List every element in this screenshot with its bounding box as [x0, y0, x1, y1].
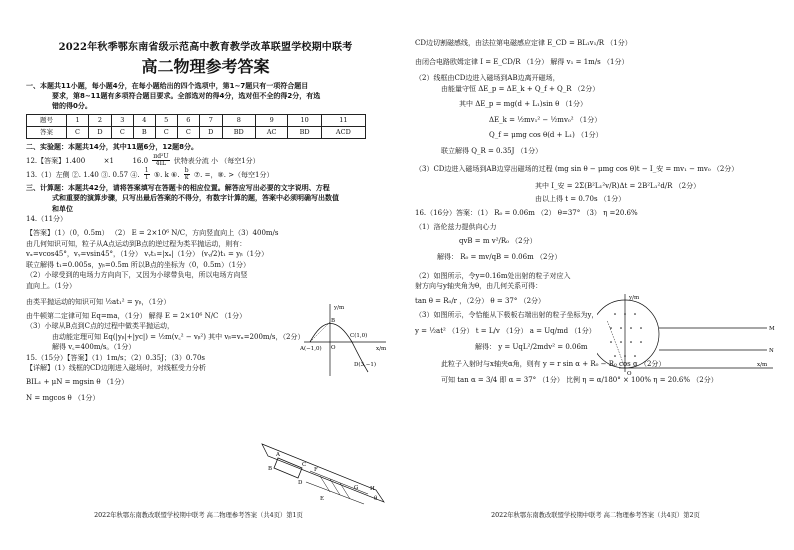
- q13-part-b: ⑤. k ⑥.: [153, 170, 180, 179]
- answer-cell: ACD: [321, 126, 365, 138]
- r-line-20: y = ½at² （1分） t = L/v （1分） a = Uq/md （1分）: [415, 326, 596, 335]
- q16-field-figure: [597, 290, 777, 375]
- answer-table-row-numbers: [27, 114, 366, 126]
- r-line-7: Q_f = μmg cos θ(d + L₁) （1分）: [489, 131, 603, 139]
- q14-line-8: （3）小球从B点到C点的过程中做类平抛运动，: [26, 322, 174, 331]
- fig15-label-a: A: [276, 452, 280, 458]
- q12-label: 12.【答案】1.400: [26, 156, 86, 165]
- q13-frac2-denominator: k: [184, 173, 189, 181]
- fig15-label-e: E: [320, 496, 325, 502]
- point-c-label: C(1,0): [350, 333, 368, 339]
- r-line-22: 此粒子入射时与x轴夹α角，则有 y = r sin α + R₀ − R₀ cos α （2分）: [441, 359, 666, 368]
- answer-cell: D: [89, 126, 112, 138]
- q14-answer: 【答案】（1）（0，0.5m） （2） E = 2×10⁶ N/C，方向竖直向上（3）400m/s: [26, 229, 279, 238]
- r-line-9: （3）CD边进入磁场到AB边穿出磁场的过程 (mg sin θ − μmg cos θ)t − I_安 = mv₁ − mv₀ （2分）: [415, 165, 739, 173]
- q13-frac2-numerator: b: [184, 166, 189, 174]
- question-number-cell: 3: [111, 114, 133, 126]
- plate-n-label: N: [769, 348, 774, 354]
- q12-frac-denominator: 4IL: [155, 160, 166, 168]
- point-b-label: B: [331, 318, 336, 324]
- q14-line-4: （2）小球受到的电场力方向向下，又因为小球带负电，所以电场方向竖: [26, 271, 248, 280]
- origin-label: O: [331, 345, 336, 351]
- origin-label: O: [627, 371, 632, 375]
- answer-table: [26, 114, 366, 139]
- q14-line-2: vₓ=vcos45°，vᵧ=vsin45°，（1分） vᵧt₁=|xₐ|（1分） (vᵧ/2)t₁ = yᵦ（1分）: [26, 250, 269, 259]
- answer-cell: BD: [288, 126, 321, 138]
- fig15-label-g: G: [354, 485, 359, 491]
- answer-cell: C: [177, 126, 199, 138]
- section2-heading: 二、实验题：本题共14分，其中11题6分，12题8分。: [26, 142, 198, 151]
- x-axis-label: x/m: [757, 362, 768, 368]
- r-line-13: （1）洛伦兹力提供向心力: [415, 223, 497, 231]
- velocity-dash: [310, 322, 330, 342]
- q12-formula: [152, 154, 169, 168]
- right-page: [397, 0, 794, 550]
- section3-text2: 式和重要的演算步骤，只写出最后答案的不得分，有数字计算的题，答案中必须明确写出数值: [52, 194, 339, 203]
- plate-m-label: M: [769, 326, 775, 332]
- point-d-label: D(3,−1): [354, 362, 377, 368]
- question-number-cell: 11: [321, 114, 365, 126]
- field-dots: [610, 313, 642, 357]
- answer-cell: B: [133, 126, 155, 138]
- q14-line-6: 由类平抛运动的知识可知 ½at₁² = yᵦ，（1分）: [26, 298, 171, 307]
- q15-line-3: N = mgcos θ （1分）: [26, 394, 100, 403]
- left-page-footer: 2022年秋鄂东南教改联盟学校期中联考 高二物理参考答案（共4页）第1页: [94, 512, 303, 520]
- q14-trajectory-graph: [300, 300, 390, 378]
- answer-cell: BD: [222, 126, 255, 138]
- magnetic-field-circle: [597, 300, 659, 368]
- exam-school-title: 2022年秋季鄂东南省级示范高中教育教学改革联盟学校期中联考: [58, 42, 353, 53]
- q15-answer: 15.（15分）【答案】（1）1m/s；（2）0.35J；（3）0.70s: [26, 353, 206, 362]
- r-line-10: 其中 I_安 = 2Σ(B²L₁²v/R)Δt = 2B²L₁²d/R （2分）: [535, 181, 701, 190]
- fig15-label-d: D: [298, 480, 303, 486]
- question-number-cell: 10: [288, 114, 321, 126]
- q13-formula-1: [144, 168, 150, 182]
- fig15-label-h: H: [370, 486, 375, 492]
- fig15-label-f: F: [314, 467, 318, 473]
- r-line-2: 由闭合电路欧姆定律 I = E_CD/R （1分） 解得 v₁ = 1m/s （1分）: [415, 57, 629, 66]
- question-number-cell: 7: [199, 114, 222, 126]
- r-line-11: 由以上得 t = 0.70s （1分）: [535, 195, 626, 203]
- x-axis-label: x/m: [376, 346, 387, 352]
- q12-frac-numerator: πd²U: [153, 153, 169, 161]
- point-a-label: A(−1,0): [300, 346, 322, 352]
- q15-line-2: BIL₁ + μN = mgsin θ （1分）: [26, 377, 129, 386]
- table-header-cell: 答案: [27, 126, 67, 138]
- r-line-8: 联立解得 Q_R = 0.35J （1分）: [441, 146, 543, 155]
- question-number-cell: 9: [255, 114, 288, 126]
- q14-line-10: 解得 v꜀=400m/s。（1分）: [52, 343, 136, 352]
- r-line-18: tan θ = R₀/r ，（2分） θ = 37° （2分）: [415, 296, 546, 305]
- incident-path: [607, 320, 625, 368]
- q13-answer: [26, 168, 385, 182]
- y-axis-label: y/m: [629, 295, 640, 301]
- r-line-4: 由能量守恒 ΔE_p = ΔE_k + Q_f + Q_R （2分）: [441, 84, 600, 93]
- q13-frac1-denominator: I: [145, 173, 148, 181]
- q14-line-9: 由动能定理可知 Eq(|yᵦ|+|yc|) = ½m(v꜀² − vᵦ²) 其中 vᵦ=vₓ=200m/s，（2分）: [52, 332, 305, 341]
- r-line-16: （2）如图所示，令y=0.16m处出射的粒子对应入: [415, 271, 571, 280]
- section3-text3: 和单位: [52, 204, 73, 213]
- y-axis-label: y/m: [334, 305, 345, 311]
- question-number-cell: 8: [222, 114, 255, 126]
- r-line-15: 解得： R₀ = mv/qB = 0.06m （2分）: [437, 253, 562, 261]
- q15-incline-figure: [258, 438, 388, 506]
- r-line-12: 16.（16分）答案：（1） R₀ = 0.06m （2） θ=37° （3） η =20.6%: [415, 208, 638, 217]
- r-line-17: 射方向与y轴夹角为θ，由几何关系可得：: [415, 282, 543, 290]
- r-line-5: 其中 ΔE_p = mg(d + L₁)sin θ （1分）: [459, 100, 587, 108]
- q15-line-1: 【详解】（1）线框的CD边刚进入磁场时，对线框受力分析: [26, 364, 206, 373]
- answer-cell: AC: [255, 126, 288, 138]
- q13-formula-2: [184, 168, 190, 182]
- r-line-21: 解得： y = UqL²/2mdv² = 0.06m: [475, 343, 588, 351]
- question-number-cell: 4: [133, 114, 155, 126]
- exam-title: 高二物理参考答案: [141, 56, 270, 76]
- r-line-6: ΔE_k = ½mv₁² − ½mv₀² （1分）: [489, 115, 602, 124]
- question-number-cell: 5: [155, 114, 177, 126]
- answer-table-row-answers: [27, 126, 366, 138]
- question-number-cell: 2: [89, 114, 112, 126]
- fig15-label-b: B: [268, 466, 273, 472]
- answer-cell: C: [111, 126, 133, 138]
- fig15-label-c: C: [302, 462, 307, 468]
- right-page-footer: 2022年秋鄂东南教改联盟学校期中联考 高二物理参考答案（共4页）第2页: [491, 512, 700, 520]
- q14-line-1: 由几何知识可知，粒子从A点运动到B点的逆过程为类平抛运动，则有：: [26, 239, 247, 248]
- answer-cell: C: [155, 126, 177, 138]
- q12-sep: ×1: [103, 156, 114, 165]
- q12-answer: [26, 154, 385, 168]
- field-line: [330, 479, 340, 495]
- r-line-3: （2）线框由CD边进入磁场到AB边离开磁场，: [415, 74, 560, 82]
- section3-text1: 三、计算题：本题共42分，请将答案填写在答题卡的相应位置。解答应写出必要的文字说明、方程: [26, 184, 330, 193]
- table-header-cell: 题号: [27, 114, 67, 126]
- question-number-cell: 6: [177, 114, 199, 126]
- field-boundary-top: [310, 471, 368, 494]
- r-line-1: CD边切割磁感线，由法拉第电磁感应定律 E_CD = BL₁v₁/R （1分）: [415, 39, 632, 47]
- r-line-23: 可知 tan α = 3/4 即 α = 37° （1分） 比例 η = α/180° × 100% η = 20.6% （2分）: [441, 376, 718, 384]
- r-line-19: （3）如图所示，令恰能从下极板右端出射的粒子坐标为y，: [415, 311, 599, 319]
- section1-text3: 错的得0分。: [52, 101, 92, 110]
- q13-part-c: ⑦. =，⑧. >（每空1分）: [193, 170, 274, 179]
- answer-cell: D: [199, 126, 222, 138]
- question-number-cell: 1: [66, 114, 88, 126]
- q14-line-3: 联立解得 t₁=0.005s，yᵦ=0.5m 所以B点的坐标为（0，0.5m）（1分）: [26, 260, 251, 269]
- section1-text1: 一、本题共11小题，每小题4分，在每小题给出的四个选项中，第1~7题只有一项符合题目: [26, 81, 309, 90]
- section1-text2: 要求，第8~11题有多项符合题目要求。全部选对的得4分，选对但不全的得2分，有选: [52, 91, 321, 100]
- q14-line-7: 由牛顿第二定律可知 Eq=ma，（1分） 解得 E = 2×10⁶ N/C （1分）: [26, 311, 247, 320]
- fig15-label-theta: θ: [374, 496, 378, 502]
- q12-val: 16.0: [132, 156, 149, 165]
- q13-part-a: 13.（1）左侧 ②. 1.40 ③. 0.57 ④.: [26, 170, 140, 179]
- q14-heading: 14.（11分）: [26, 214, 68, 223]
- r-line-14: qvB = m v²/R₀ （2分）: [459, 236, 537, 245]
- answer-cell: C: [66, 126, 88, 138]
- q14-line-5: 直向上。（1分）: [26, 281, 76, 290]
- q13-frac1-numerator: 1: [144, 166, 149, 174]
- q12-tail: 伏特表分流 小 （每空1分）: [173, 156, 260, 165]
